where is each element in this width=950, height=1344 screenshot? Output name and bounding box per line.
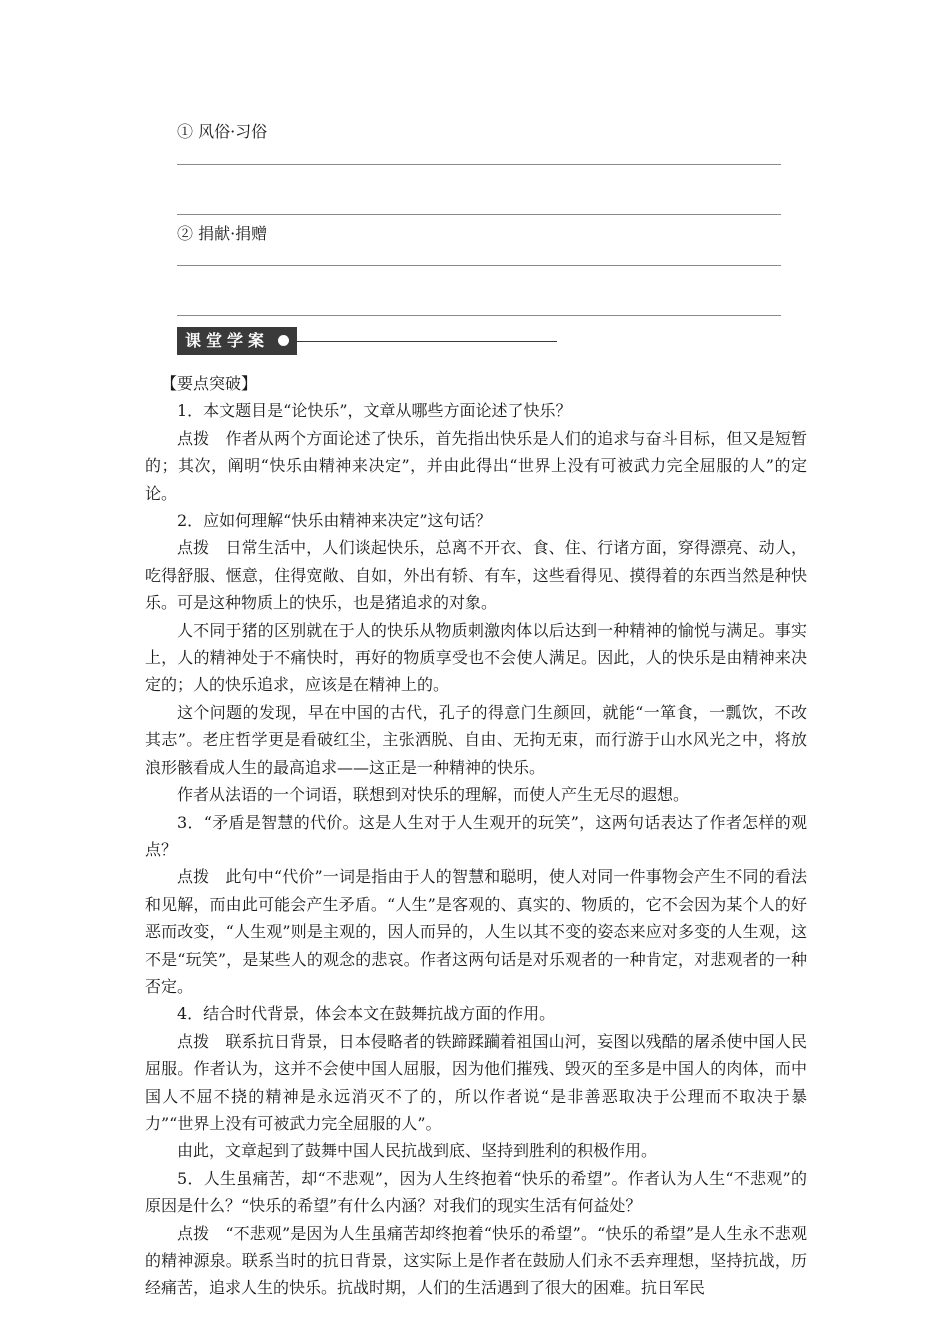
banner-label: 课堂学案 — [177, 327, 297, 355]
answer-line[interactable] — [177, 164, 781, 165]
answer-line[interactable] — [177, 265, 781, 266]
question-2: 2．应如何理解“快乐由精神来决定”这句话？ — [177, 511, 492, 531]
bullet-dot-icon — [278, 335, 289, 346]
paragraph: 由此，文章起到了鼓舞中国人民抗战到底、坚持到胜利的积极作用。 — [177, 1141, 658, 1161]
paragraph: 人不同于猪的区别就在于人的快乐从物质刺激肉体以后达到一种精神的愉悦与满足。事实上，人的精神处于不痛快时，再好的物质享受也不会使人满足。因此，人的快乐是由精神来决定的；人的快乐追求，应该是在精神上的。 — [145, 620, 807, 695]
question-1: 1．本文题目是“论快乐”，文章从哪些方面论述了快乐？ — [177, 401, 572, 421]
question-5: 5．人生虽痛苦，却“不悲观”，因为人生终抱着“快乐的希望”。作者认为人生“不悲观”的原因是什么？“快乐的希望”有什么内涵？对我们的现实生活有何益处？ — [145, 1168, 807, 1216]
answer-4: 点拨 联系抗日背景，日本侵略者的铁蹄蹂躏着祖国山河，妄图以残酷的屠杀使中国人民屈服。作者认为，这并不会使中国人屈服，因为他们摧残、毁灭的至多是中国人的肉体，而中国人不屈不挠的精神是永远消灭不了的，所以作者说“是非善恶取决于公理而不取决于暴力”“世界上没有可被武力完全屈服的人”。 — [145, 1031, 807, 1133]
answer-2: 点拨 日常生活中，人们谈起快乐，总离不开衣、食、住、行诸方面，穿得漂亮、动人，吃得舒服、惬意，住得宽敞、自如，外出有轿、有车，这些看得见、摸得着的东西当然是种快乐。可是这种物质上的快乐，也是猪追求的对象。 — [145, 538, 807, 613]
main-content — [145, 370, 807, 1302]
answer-1: 点拨 作者从两个方面论述了快乐，首先指出快乐是人们的追求与奋斗目标，但又是短暂的；其次，阐明“快乐由精神来决定”，并由此得出“世界上没有可被武力完全屈服的人”的定论。 — [145, 428, 807, 503]
banner-divider — [297, 341, 557, 342]
question-3: 3．“矛盾是智慧的代价。这是人生对于人生观开的玩笑”，这两句话表达了作者怎样的观点？ — [145, 812, 807, 859]
answer-line[interactable] — [177, 315, 781, 316]
exercise-label-1: ① 风俗·习俗 — [177, 122, 268, 141]
exercise-label-2: ② 捐献·捐赠 — [177, 224, 268, 243]
answer-line[interactable] — [177, 214, 781, 215]
paragraph: 作者从法语的一个词语，联想到对快乐的理解，而使人产生无尽的遐想。 — [177, 785, 690, 805]
question-4: 4．结合时代背景，体会本文在鼓舞抗战方面的作用。 — [177, 1004, 556, 1024]
section-title: 【要点突破】 — [161, 374, 258, 393]
answer-3: 点拨 此句中“代价”一词是指由于人的智慧和聪明，使人对同一件事物会产生不同的看法和见解，而由此可能会产生矛盾。“人生”是客观的、真实的、物质的，它不会因为某个人的好恶而改变，“人生观”则是主观的，因人而异的，人生以其不变的姿态来应对多变的人生观，这不是“玩笑”，是某些人的观念的悲哀。作者这两句话是对乐观者的一种肯定，对悲观者的一种否定。 — [145, 867, 807, 996]
answer-5: 点拨 “不悲观”是因为人生虽痛苦却终抱着“快乐的希望”。“快乐的希望”是人生永不悲观的精神源泉。联系当时的抗日背景，这实际上是作者在鼓励人们永不丢弃理想，坚持抗战，历经痛苦，追求人生的快乐。抗战时期，人们的生活遇到了很大的困难。抗日军民 — [145, 1223, 807, 1298]
paragraph: 这个问题的发现，早在中国的古代，孔子的得意门生颜回，就能“一箪食，一瓢饮，不改其志”。老庄哲学更是看破红尘，主张洒脱、自由、无拘无束，而行游于山水风光之中，将放浪形骸看成人生的最高追求——这正是一种精神的快乐。 — [145, 702, 807, 777]
section-banner — [177, 327, 557, 355]
